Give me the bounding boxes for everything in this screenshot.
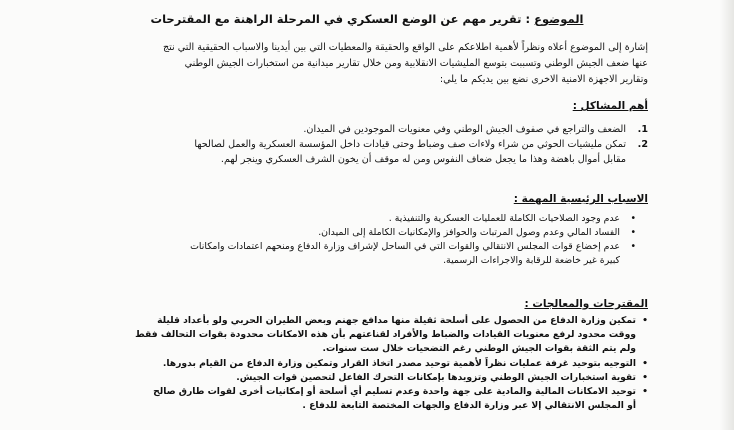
recommendations-list bbox=[44, 314, 648, 413]
item-number: 2. bbox=[637, 139, 648, 150]
list-item bbox=[78, 240, 638, 254]
list-item bbox=[44, 371, 648, 385]
intro-paragraph bbox=[68, 40, 648, 88]
item-text-continued: كبيرة غير خاضعة للرقابة والاجراءات الرسمية. bbox=[443, 255, 620, 266]
title-label: الموضوع bbox=[534, 12, 584, 26]
bullet-icon: • bbox=[630, 241, 636, 252]
bullet-icon: • bbox=[642, 386, 648, 398]
item-text-continued: أو المجلس الانتقالي إلا عبر وزارة الدفاع والجهات المختصة التابعة للدفاع . bbox=[302, 400, 636, 412]
intro-line: وتقارير الاجهزة الامنية الاخرى نضع بين يديكم ما يلي: bbox=[439, 74, 648, 85]
list-item bbox=[44, 385, 648, 399]
list-item bbox=[44, 357, 648, 371]
item-text-continued: ووقت محدود لرفع معنويات القيادات والضباط والأفراد لقناعتهم بأن هذه الامكانات محدودة بقوات التحالف فقط bbox=[135, 329, 636, 341]
intro-line: إشارة إلى الموضوع أعلاه ونظراً لأهمية اطلاعكم على الواقع والحقيقة والمعطيات التي بين أيدينا والاسباب الحقيقية التي نتج bbox=[162, 42, 648, 53]
intro-line: عنها ضعف الجيش الوطني وتسببت بتوسع المليشيات الانقلابية ومن خلال تقارير ميدانية من استخبارات الجيش الوطني bbox=[184, 58, 648, 69]
list-item bbox=[44, 314, 648, 328]
item-text: توحيد الامكانات المالية والمادية على جهة واحدة وعدم تسليم أي أسلحة أو إمكانيات أخرى لقوات طارق صالح bbox=[153, 386, 636, 398]
item-text: عدم وجود الصلاحيات الكاملة للعمليات العسكرية والتنفيذية . bbox=[388, 213, 620, 224]
bullet-icon: • bbox=[642, 371, 648, 383]
item-text-continued: مقابل أموال باهضة وهذا ما يجعل ضعاف النفوس ومن له موقف أن يخون الشرف العسكري وينجر لهم. bbox=[220, 154, 626, 165]
problems-heading: أهم المشاكل : bbox=[572, 100, 648, 112]
title-text: : تقرير مهم عن الوضع العسكري في المرحلة الراهنة مع المقترحات bbox=[150, 12, 535, 26]
bullet-icon: • bbox=[630, 227, 636, 238]
item-text: التوجيه بتوحيد غرفة عمليات نظراً لأهمية توحيد مصدر اتخاذ القرار وتمكين وزارة الدفاع من القيام بدورها. bbox=[162, 357, 636, 369]
recommendations-heading: المقترحات والمعالجات : bbox=[524, 298, 648, 310]
bullet-icon: • bbox=[630, 213, 636, 224]
list-item bbox=[78, 226, 638, 240]
causes-list bbox=[78, 212, 638, 268]
list-item bbox=[78, 212, 638, 226]
item-text: تمكين وزارة الدفاع من الحصول على أسلحة ثقيلة منها مدافع جهنم وبعض الطيران الحربي ولو بأعداد قليلة bbox=[157, 315, 636, 326]
item-text: تقوية استخبارات الجيش الوطني وتزويدها بإمكانات التحرك الفاعل لتحصين قوات الجيش. bbox=[236, 371, 636, 383]
item-text: تمكن مليشيات الحوثي من شراء ولاءات صف وضباط وحتى قيادات داخل المؤسسة العسكرية والعمل لصالحها bbox=[194, 139, 626, 150]
problems-list bbox=[48, 122, 648, 167]
list-item bbox=[48, 122, 648, 137]
document-title bbox=[0, 12, 734, 26]
scan-shadow-edge bbox=[720, 0, 734, 430]
bullet-icon: • bbox=[642, 315, 648, 326]
list-item bbox=[48, 137, 648, 152]
item-text-continued: ولم يتم الثقة بقوات الجيش الوطني رغم التضحيات خلال ست سنوات. bbox=[322, 343, 636, 355]
item-number: 1. bbox=[637, 124, 648, 135]
bullet-icon: • bbox=[642, 357, 648, 369]
item-text: الضعف والتراجع في صفوف الجيش الوطني وفي معنويات الموجودين في الميدان. bbox=[303, 124, 626, 135]
item-text: الفساد المالي وعدم وصول المرتبات والحوافز والإمكانيات الكاملة إلى الميدان. bbox=[318, 227, 620, 238]
item-text: عدم إخضاع قوات المجلس الانتقالي والقوات التي في الساحل لإشراف وزارة الدفاع ومنحهم اعتمادات وامكانات bbox=[190, 241, 620, 252]
causes-heading: الاسباب الرئيسية المهمة : bbox=[513, 193, 648, 205]
